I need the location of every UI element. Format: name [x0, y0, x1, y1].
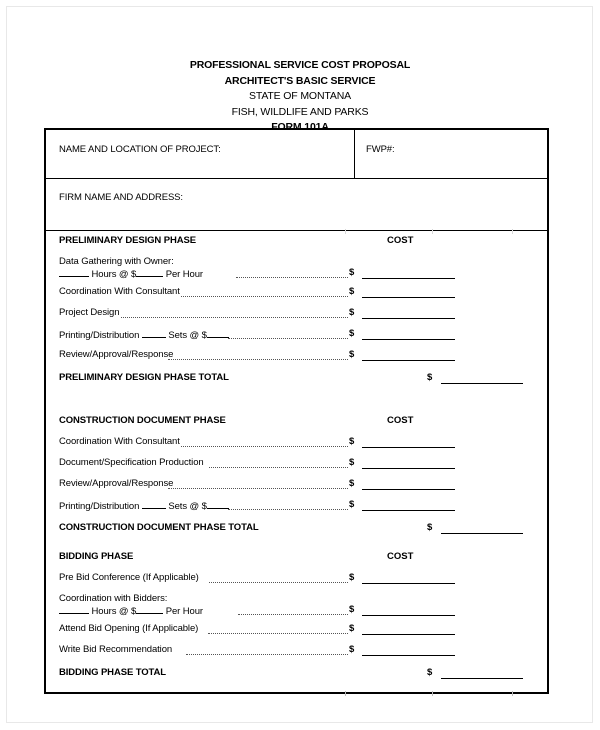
form-frame [44, 128, 549, 694]
line-item-sublabel: Hours @ $ Per Hour [59, 267, 203, 280]
cost-blank[interactable] [362, 510, 455, 511]
section-title: BIDDING PHASE [59, 551, 134, 562]
dot-leader [168, 488, 348, 489]
line-item-label: Printing/Distribution Sets @ $ [59, 499, 229, 512]
dollar-sign: $ [349, 286, 355, 297]
section-preliminary-design-phase [46, 230, 547, 392]
line-item [46, 589, 547, 619]
dollar-sign: $ [349, 572, 355, 583]
section-total-label: BIDDING PHASE TOTAL [59, 667, 167, 678]
header-line-3: STATE OF MONTANA [248, 90, 351, 102]
line-item-label: Attend Bid Opening (If Applicable) [59, 623, 199, 634]
dollar-sign: $ [349, 267, 355, 278]
section-header [46, 546, 547, 568]
rule-tick [432, 691, 433, 696]
line-item [46, 345, 547, 366]
line-item [46, 640, 547, 661]
dot-leader [121, 317, 348, 318]
dollar-sign: $ [349, 307, 355, 318]
line-item-label: Printing/Distribution Sets @ $ [59, 328, 229, 341]
rate-blank[interactable] [207, 328, 229, 338]
dollar-sign: $ [349, 349, 355, 360]
project-name-label: NAME AND LOCATION OF PROJECT: [59, 144, 221, 155]
cost-blank[interactable] [362, 339, 455, 340]
rule-below-project-row [46, 178, 547, 179]
line-item [46, 432, 547, 453]
line-item [46, 568, 547, 589]
cost-blank[interactable] [362, 634, 455, 635]
dot-leader [236, 277, 348, 278]
section-total-blank[interactable] [441, 678, 523, 679]
line-item-label: Coordination With Consultant [59, 286, 180, 297]
section-total-blank[interactable] [441, 533, 523, 534]
cost-blank[interactable] [362, 278, 455, 279]
line-item-label: Coordination With Consultant [59, 436, 180, 447]
line-item [46, 495, 547, 516]
dot-leader [238, 614, 348, 615]
cost-blank[interactable] [362, 489, 455, 490]
cost-column-header: COST [387, 551, 414, 562]
dollar-sign: $ [349, 478, 355, 489]
dollar-sign: $ [349, 457, 355, 468]
sets-blank[interactable] [142, 499, 166, 509]
dot-leader [209, 467, 348, 468]
header-row-divider [354, 130, 355, 178]
section-title: PRELIMINARY DESIGN PHASE [59, 235, 196, 246]
line-item-label: Project Design [59, 307, 120, 318]
rule-tick [512, 691, 513, 696]
section-header [46, 230, 547, 252]
dot-leader [208, 633, 348, 634]
dot-leader [228, 338, 348, 339]
rate-blank[interactable] [136, 604, 163, 614]
dot-leader [181, 446, 348, 447]
header-line-4: FISH, WILDLIFE AND PARKS [231, 105, 369, 118]
dollar-sign: $ [427, 522, 433, 533]
cost-blank[interactable] [362, 297, 455, 298]
hours-blank[interactable] [59, 604, 89, 614]
line-item-label: Document/Specification Production [59, 457, 204, 468]
rule-tick [345, 691, 346, 696]
section-total-row [46, 661, 547, 687]
dollar-sign: $ [349, 604, 355, 615]
line-item [46, 619, 547, 640]
firm-name-label: FIRM NAME AND ADDRESS: [59, 192, 183, 203]
line-item-label: Write Bid Recommendation [59, 644, 173, 655]
cost-blank[interactable] [362, 655, 455, 656]
line-item-label: Review/Approval/Response [59, 478, 174, 489]
section-bidding-phase [46, 546, 547, 687]
rate-blank[interactable] [136, 267, 163, 277]
dollar-sign: $ [427, 667, 433, 678]
line-item-sublabel: Hours @ $ Per Hour [59, 604, 203, 617]
cost-blank[interactable] [362, 583, 455, 584]
header-line-1: PROFESSIONAL SERVICE COST PROPOSAL [189, 59, 411, 71]
dollar-sign: $ [349, 328, 355, 339]
rate-blank[interactable] [207, 499, 229, 509]
line-item-label: Coordination with Bidders: [59, 593, 168, 604]
line-item [46, 324, 547, 345]
sets-blank[interactable] [142, 328, 166, 338]
header-line-2: ARCHITECT'S BASIC SERVICE [224, 74, 376, 87]
line-item [46, 453, 547, 474]
line-item [46, 474, 547, 495]
line-item [46, 282, 547, 303]
cost-column-header: COST [387, 235, 414, 246]
line-item-label: Pre Bid Conference (If Applicable) [59, 572, 199, 583]
cost-blank[interactable] [362, 318, 455, 319]
cost-blank[interactable] [362, 360, 455, 361]
section-total-label: CONSTRUCTION DOCUMENT PHASE TOTAL [59, 522, 259, 533]
dollar-sign: $ [427, 372, 433, 383]
dot-leader [181, 296, 348, 297]
dot-leader [228, 509, 348, 510]
section-total-label: PRELIMINARY DESIGN PHASE TOTAL [59, 372, 229, 383]
line-item-label: Data Gathering with Owner: [59, 256, 174, 267]
section-construction-document-phase [46, 410, 547, 542]
dot-leader [186, 654, 348, 655]
dollar-sign: $ [349, 499, 355, 510]
section-total-blank[interactable] [441, 383, 523, 384]
cost-column-header: COST [387, 415, 414, 426]
section-header [46, 410, 547, 432]
line-item [46, 303, 547, 324]
line-item [46, 252, 547, 282]
fwp-number-label: FWP#: [366, 144, 395, 155]
dollar-sign: $ [349, 436, 355, 447]
cost-blank[interactable] [362, 447, 455, 448]
dollar-sign: $ [349, 644, 355, 655]
section-total-row [46, 366, 547, 392]
dot-leader [168, 359, 348, 360]
line-item-label: Review/Approval/Response [59, 349, 174, 360]
cost-blank[interactable] [362, 468, 455, 469]
dollar-sign: $ [349, 623, 355, 634]
section-total-row [46, 516, 547, 542]
cost-blank[interactable] [362, 615, 455, 616]
section-title: CONSTRUCTION DOCUMENT PHASE [59, 415, 226, 426]
header-line-5: FORM 101A [271, 121, 329, 133]
document-header [0, 58, 600, 136]
dot-leader [209, 582, 348, 583]
hours-blank[interactable] [59, 267, 89, 277]
